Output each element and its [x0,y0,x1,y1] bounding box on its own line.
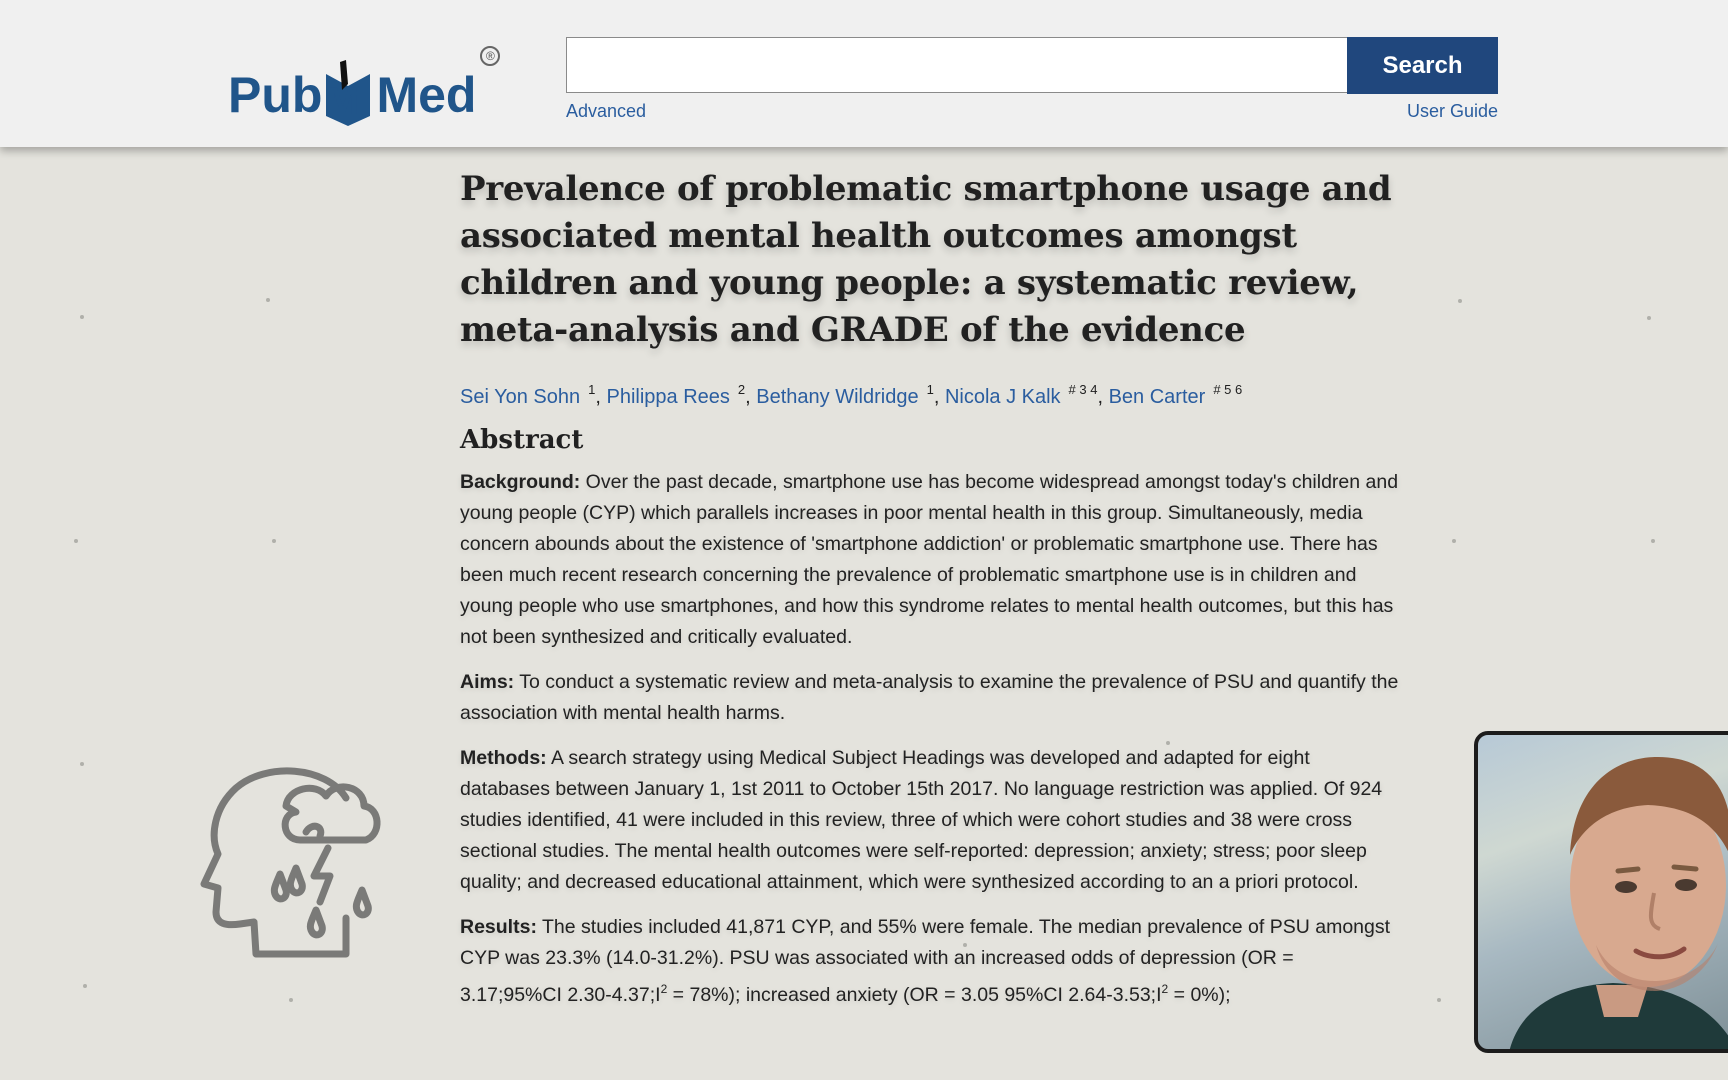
background-speck [1651,539,1655,543]
book-icon [320,56,378,126]
author-link[interactable]: Sei Yon Sohn [460,386,581,408]
article-title: Prevalence of problematic smartphone usage and associated mental health outcomes amongst children and young people: a systematic review, meta-analysis and GRADE of the evidence [460,169,1392,350]
background-speck [272,539,276,543]
svg-text:M: M [327,81,360,123]
methods-text: A search strategy using Medical Subject Headings was developed and adapted for eight databases between January 1, 1st 2011 to October 15th 2017. No language restriction was applied. Of 924 studies identified, 41 were included in this review, three of which were cohort studies and 38 were cross sectional studies. The mental health outcomes were self-reported: depression; anxiety; stress; poor sleep quality; and decreased educational attainment, which were synthesized according to an a priori protocol. [460,747,1383,893]
abstract-methods [460,743,1400,898]
author-affiliation[interactable]: 1 [588,382,596,397]
logo-text-med: Med [376,67,477,123]
abstract-background [460,467,1400,653]
results-label: Results: [460,916,537,938]
background-speck [83,984,87,988]
author-affiliation[interactable]: 2 [737,382,746,397]
search-button[interactable]: Search [1347,37,1498,94]
background-speck [1458,299,1462,303]
results-text-1: The studies included 41,871 CYP, and 55% were female. The median prevalence of PSU amongst CYP was 23.3% (14.0-31.2%). PSU was associated with an increased odds of depression (OR = 3.17;95%CI 2.30-4.37;I [460,916,1391,1006]
pubmed-logo[interactable] [228,26,500,123]
presenter-figure [1478,735,1728,1053]
search-input[interactable] [566,37,1347,93]
background-label: Background: [460,471,581,493]
background-speck [1452,539,1456,543]
author-affiliation[interactable]: 1 [926,382,934,397]
article [460,166,1400,1025]
background-speck [1437,998,1441,1002]
aims-text: To conduct a systematic review and meta-analysis to examine the prevalence of PSU and quantify the association with mental health harms. [460,671,1399,724]
author-link[interactable]: Philippa Rees [606,386,730,408]
webcam-presenter [1474,731,1728,1053]
abstract-aims [460,667,1400,729]
results-text-2: = 78%); increased anxiety (OR = 3.05 95%CI 2.64-3.53;I [667,984,1162,1006]
results-superscript: 2 [660,982,668,996]
abstract-heading: Abstract [460,425,584,455]
background-speck [74,539,78,543]
head-storm-icon [196,758,416,970]
author-link[interactable]: Ben Carter [1108,386,1206,408]
background-speck [266,298,270,302]
results-text-3: = 0%); [1168,984,1231,1006]
abstract-results [460,912,1400,1011]
aims-label: Aims: [460,671,515,693]
background-speck [1647,316,1651,320]
author-link[interactable]: Nicola J Kalk [944,386,1061,408]
results-superscript: 2 [1161,982,1169,996]
user-guide-link[interactable]: User Guide [1406,101,1498,121]
background-text: Over the past decade, smartphone use has become widespread amongst today's children and young people (CYP) which parallels increases in poor mental health in this group. Simultaneously, media concern abounds about the existence of 'smartphone addiction' or problematic smartphone use. There has been much recent research concerning the prevalence of problematic smartphone use is in children and young people who use smartphones, and how this syndrome relates to mental health outcomes, but this has not been synthesized and critically evaluated. [460,471,1399,648]
author-affiliation[interactable]: # 5 6 [1213,382,1243,397]
methods-label: Methods: [460,747,547,769]
registered-mark: ® [480,46,500,66]
background-speck [80,762,84,766]
author-link[interactable]: Bethany Wildridge [756,386,919,408]
background-speck [289,998,293,1002]
site-header [0,0,1728,147]
author-affiliation[interactable]: # 3 4 [1068,382,1098,397]
logo-text-pub: Pub [228,67,323,123]
background-speck [80,315,84,319]
author-list: Sei Yon Sohn $^1$, Philippa Rees $^2$, Bethany Wildridge $^1$, Nicola J Kalk $^{\# 3 4}$, Ben Carter $^{\# 5 6}$ [460,382,1243,408]
advanced-search-link[interactable]: Advanced [566,101,647,121]
